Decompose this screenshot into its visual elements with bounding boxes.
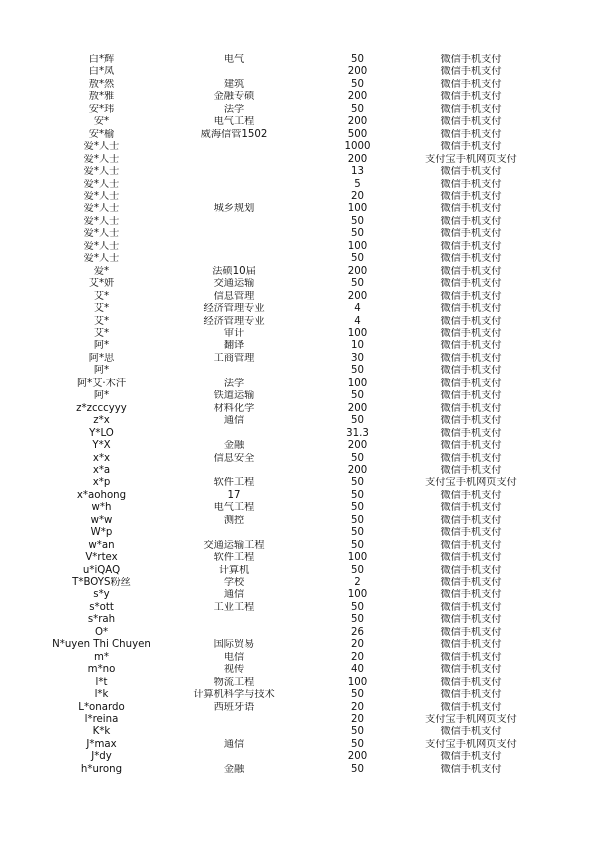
donor-name-cell: 安*玮 bbox=[88, 103, 115, 115]
table-row bbox=[48, 540, 540, 552]
table-row bbox=[48, 66, 540, 78]
table-row bbox=[48, 54, 540, 66]
payment-method-cell: 支付宝手机网页支付 bbox=[425, 153, 517, 165]
major-cell: 西班牙语 bbox=[213, 701, 255, 713]
payment-method-cell: 微信手机支付 bbox=[440, 390, 502, 402]
table-row bbox=[48, 278, 540, 290]
donor-name-cell: 敖*然 bbox=[88, 78, 115, 90]
payment-method-cell: 微信手机支付 bbox=[440, 763, 502, 775]
donor-name-cell: 爱*人士 bbox=[83, 141, 120, 153]
donor-name-cell: V*rtex bbox=[85, 552, 118, 564]
donor-name-cell: 爱*人士 bbox=[83, 178, 120, 190]
major-cell bbox=[155, 241, 313, 253]
major-cell: 威海信管1502 bbox=[200, 128, 268, 140]
major-cell: 电气工程 bbox=[213, 502, 255, 514]
table-row bbox=[48, 328, 540, 340]
donation-rows bbox=[48, 54, 540, 776]
table-row bbox=[48, 577, 540, 589]
major-cell bbox=[155, 228, 313, 240]
major-cell bbox=[155, 726, 313, 738]
major-cell: 铁道运输 bbox=[213, 390, 255, 402]
table-row bbox=[48, 477, 540, 489]
payment-method-cell: 微信手机支付 bbox=[440, 639, 502, 651]
payment-method-cell: 微信手机支付 bbox=[440, 327, 502, 339]
table-row bbox=[48, 764, 540, 776]
donor-name-cell: O* bbox=[94, 626, 109, 638]
table-row bbox=[48, 191, 540, 203]
table-row bbox=[48, 602, 540, 614]
payment-method-cell: 微信手机支付 bbox=[440, 290, 502, 302]
donor-name-cell: x*p bbox=[92, 477, 111, 489]
major-cell bbox=[155, 179, 313, 191]
amount-cell: 50 bbox=[351, 390, 364, 402]
major-cell: 计算机 bbox=[218, 564, 250, 576]
donor-name-cell: s*ott bbox=[89, 601, 114, 613]
amount-cell: 50 bbox=[351, 738, 364, 750]
major-cell bbox=[155, 614, 313, 626]
donor-name-cell: l*t bbox=[95, 676, 108, 688]
amount-cell: 50 bbox=[351, 54, 364, 65]
donor-name-cell: x*x bbox=[92, 452, 111, 464]
amount-cell: 200 bbox=[347, 751, 368, 763]
major-cell: 经济管理专业 bbox=[203, 315, 265, 327]
donor-name-cell: 艾* bbox=[93, 327, 110, 339]
table-row bbox=[48, 253, 540, 265]
donor-name-cell: 爱*人士 bbox=[83, 190, 120, 202]
donor-name-cell: 安* bbox=[93, 116, 110, 128]
donor-name-cell: N*uyen Thi Chuyen bbox=[52, 639, 151, 651]
major-cell: 工业工程 bbox=[213, 601, 255, 613]
amount-cell: 50 bbox=[351, 502, 364, 514]
donor-name-cell: w*h bbox=[91, 502, 112, 514]
amount-cell: 50 bbox=[351, 763, 364, 775]
amount-cell: 50 bbox=[351, 365, 364, 377]
table-row bbox=[48, 403, 540, 415]
amount-cell: 500 bbox=[347, 128, 368, 140]
payment-method-cell: 微信手机支付 bbox=[440, 215, 502, 227]
payment-method-cell: 微信手机支付 bbox=[440, 701, 502, 713]
major-cell: 建筑 bbox=[223, 78, 245, 90]
amount-cell: 100 bbox=[347, 327, 368, 339]
donor-name-cell: 爱*人士 bbox=[83, 215, 120, 227]
payment-method-cell: 微信手机支付 bbox=[440, 315, 502, 327]
payment-method-cell: 微信手机支付 bbox=[440, 278, 502, 290]
table-row bbox=[48, 702, 540, 714]
amount-cell: 20 bbox=[351, 714, 364, 726]
payment-method-cell: 微信手机支付 bbox=[440, 751, 502, 763]
donor-name-cell: s*y bbox=[93, 589, 110, 601]
donor-name-cell: 艾* bbox=[93, 315, 110, 327]
amount-cell: 200 bbox=[347, 265, 368, 277]
amount-cell: 200 bbox=[347, 464, 368, 476]
amount-cell: 50 bbox=[351, 103, 364, 115]
major-cell: 视传 bbox=[223, 664, 245, 676]
donor-name-cell: 爱*人士 bbox=[83, 240, 120, 252]
table-row bbox=[48, 91, 540, 103]
table-row bbox=[48, 203, 540, 215]
major-cell bbox=[155, 627, 313, 639]
amount-cell: 50 bbox=[351, 601, 364, 613]
table-row bbox=[48, 490, 540, 502]
payment-method-cell: 微信手机支付 bbox=[440, 190, 502, 202]
donor-name-cell: W*p bbox=[90, 527, 113, 539]
payment-method-cell: 微信手机支付 bbox=[440, 54, 502, 65]
donor-name-cell: Y*LO bbox=[89, 427, 114, 439]
table-row bbox=[48, 465, 540, 477]
table-row bbox=[48, 104, 540, 116]
table-row bbox=[48, 453, 540, 465]
amount-cell: 50 bbox=[351, 278, 364, 290]
table-row bbox=[48, 552, 540, 564]
table-row bbox=[48, 415, 540, 427]
donor-name-cell: z*zcccyyy bbox=[76, 402, 127, 414]
amount-cell: 20 bbox=[351, 639, 364, 651]
payment-method-cell: 微信手机支付 bbox=[440, 166, 502, 178]
amount-cell: 100 bbox=[347, 203, 368, 215]
payment-method-cell: 微信手机支付 bbox=[440, 651, 502, 663]
payment-method-cell: 微信手机支付 bbox=[440, 265, 502, 277]
major-cell: 信息管理 bbox=[213, 290, 255, 302]
donor-name-cell: 阿* bbox=[93, 365, 110, 377]
major-cell: 审计 bbox=[223, 327, 245, 339]
payment-method-cell: 微信手机支付 bbox=[440, 228, 502, 240]
table-row bbox=[48, 166, 540, 178]
major-cell bbox=[155, 714, 313, 726]
major-cell: 计算机科学与技术 bbox=[193, 689, 275, 701]
major-cell bbox=[155, 154, 313, 166]
payment-method-cell: 微信手机支付 bbox=[440, 91, 502, 103]
major-cell: 法学 bbox=[223, 103, 245, 115]
major-cell: 17 bbox=[227, 489, 241, 501]
table-row bbox=[48, 378, 540, 390]
payment-method-cell: 微信手机支付 bbox=[440, 676, 502, 688]
major-cell: 材料化学 bbox=[213, 402, 255, 414]
table-row bbox=[48, 116, 540, 128]
major-cell: 信息安全 bbox=[213, 452, 255, 464]
major-cell: 通信 bbox=[223, 589, 245, 601]
donor-name-cell: h*urong bbox=[80, 763, 123, 775]
amount-cell: 20 bbox=[351, 701, 364, 713]
amount-cell: 13 bbox=[351, 166, 364, 178]
table-row bbox=[48, 428, 540, 440]
donor-name-cell: l*k bbox=[94, 689, 109, 701]
amount-cell: 20 bbox=[351, 651, 364, 663]
amount-cell: 200 bbox=[347, 66, 368, 78]
donor-name-cell: 爱*人士 bbox=[83, 253, 120, 265]
major-cell: 工商管理 bbox=[213, 352, 255, 364]
payment-method-cell: 微信手机支付 bbox=[440, 103, 502, 115]
table-row bbox=[48, 179, 540, 191]
amount-cell: 4 bbox=[354, 315, 361, 327]
payment-method-cell: 微信手机支付 bbox=[440, 440, 502, 452]
major-cell: 物流工程 bbox=[213, 676, 255, 688]
major-cell bbox=[155, 191, 313, 203]
donor-name-cell: T*BOYS粉丝 bbox=[72, 577, 131, 589]
amount-cell: 50 bbox=[351, 726, 364, 738]
major-cell: 金融 bbox=[223, 440, 245, 452]
donor-name-cell: J*dy bbox=[91, 751, 112, 763]
donation-table bbox=[48, 54, 540, 776]
donor-name-cell: x*a bbox=[92, 464, 111, 476]
payment-method-cell: 微信手机支付 bbox=[440, 527, 502, 539]
amount-cell: 5 bbox=[354, 178, 361, 190]
amount-cell: 200 bbox=[347, 402, 368, 414]
amount-cell: 50 bbox=[351, 415, 364, 427]
amount-cell: 4 bbox=[354, 303, 361, 315]
payment-method-cell: 微信手机支付 bbox=[440, 377, 502, 389]
donor-name-cell: 阿* bbox=[93, 390, 110, 402]
table-row bbox=[48, 751, 540, 763]
major-cell: 通信 bbox=[223, 738, 245, 750]
amount-cell: 50 bbox=[351, 489, 364, 501]
payment-method-cell: 微信手机支付 bbox=[440, 116, 502, 128]
table-row bbox=[48, 714, 540, 726]
amount-cell: 50 bbox=[351, 78, 364, 90]
payment-method-cell: 微信手机支付 bbox=[440, 726, 502, 738]
donor-name-cell: 爱*人士 bbox=[83, 203, 120, 215]
payment-method-cell: 微信手机支付 bbox=[440, 128, 502, 140]
donor-name-cell: 安*榆 bbox=[88, 128, 115, 140]
donor-name-cell: Y*X bbox=[92, 440, 111, 452]
payment-method-cell: 支付宝手机网页支付 bbox=[425, 738, 517, 750]
donor-name-cell: L*onardo bbox=[78, 701, 125, 713]
amount-cell: 50 bbox=[351, 527, 364, 539]
donor-name-cell: s*rah bbox=[87, 614, 116, 626]
payment-method-cell: 微信手机支付 bbox=[440, 564, 502, 576]
donor-name-cell: 白*辉 bbox=[88, 54, 115, 65]
payment-method-cell: 微信手机支付 bbox=[440, 365, 502, 377]
amount-cell: 200 bbox=[347, 116, 368, 128]
major-cell: 城乡规划 bbox=[213, 203, 255, 215]
major-cell: 金融 bbox=[223, 763, 245, 775]
payment-method-cell: 微信手机支付 bbox=[440, 402, 502, 414]
donor-name-cell: m*no bbox=[87, 664, 116, 676]
table-row bbox=[48, 726, 540, 738]
table-row bbox=[48, 316, 540, 328]
table-row bbox=[48, 515, 540, 527]
payment-method-cell: 微信手机支付 bbox=[440, 178, 502, 190]
amount-cell: 200 bbox=[347, 440, 368, 452]
major-cell bbox=[155, 141, 313, 153]
payment-method-cell: 微信手机支付 bbox=[440, 552, 502, 564]
amount-cell: 50 bbox=[351, 564, 364, 576]
amount-cell: 31.3 bbox=[346, 427, 369, 439]
donor-name-cell: z*x bbox=[93, 415, 110, 427]
major-cell: 测控 bbox=[223, 514, 245, 526]
table-row bbox=[48, 365, 540, 377]
table-row bbox=[48, 627, 540, 639]
amount-cell: 50 bbox=[351, 539, 364, 551]
donor-name-cell: 敖*雅 bbox=[88, 91, 115, 103]
amount-cell: 1000 bbox=[344, 141, 371, 153]
table-row bbox=[48, 241, 540, 253]
table-row bbox=[48, 291, 540, 303]
donor-name-cell: 白*凤 bbox=[88, 66, 115, 78]
major-cell: 软件工程 bbox=[213, 477, 255, 489]
payment-method-cell: 微信手机支付 bbox=[440, 415, 502, 427]
amount-cell: 50 bbox=[351, 253, 364, 265]
major-cell bbox=[155, 66, 313, 78]
donor-name-cell: 阿*思 bbox=[88, 352, 115, 364]
payment-method-cell: 微信手机支付 bbox=[440, 340, 502, 352]
donor-name-cell: w*an bbox=[88, 539, 115, 551]
donor-name-cell: 艾*妍 bbox=[88, 278, 115, 290]
major-cell bbox=[155, 465, 313, 477]
amount-cell: 100 bbox=[347, 552, 368, 564]
major-cell: 电信 bbox=[223, 651, 245, 663]
amount-cell: 50 bbox=[351, 689, 364, 701]
payment-method-cell: 微信手机支付 bbox=[440, 66, 502, 78]
table-row bbox=[48, 340, 540, 352]
table-row bbox=[48, 141, 540, 153]
table-row bbox=[48, 689, 540, 701]
amount-cell: 100 bbox=[347, 589, 368, 601]
payment-method-cell: 微信手机支付 bbox=[440, 203, 502, 215]
payment-method-cell: 微信手机支付 bbox=[440, 427, 502, 439]
payment-method-cell: 微信手机支付 bbox=[440, 253, 502, 265]
payment-method-cell: 微信手机支付 bbox=[440, 514, 502, 526]
amount-cell: 200 bbox=[347, 91, 368, 103]
amount-cell: 26 bbox=[351, 626, 364, 638]
payment-method-cell: 微信手机支付 bbox=[440, 601, 502, 613]
donor-name-cell: 阿*艾·木汗 bbox=[76, 377, 127, 389]
amount-cell: 40 bbox=[351, 664, 364, 676]
payment-method-cell: 微信手机支付 bbox=[440, 303, 502, 315]
table-row bbox=[48, 589, 540, 601]
major-cell bbox=[155, 428, 313, 440]
major-cell bbox=[155, 751, 313, 763]
major-cell: 电气工程 bbox=[213, 116, 255, 128]
amount-cell: 100 bbox=[347, 676, 368, 688]
major-cell bbox=[155, 216, 313, 228]
amount-cell: 20 bbox=[351, 190, 364, 202]
donor-name-cell: J*max bbox=[86, 738, 117, 750]
major-cell bbox=[155, 365, 313, 377]
payment-method-cell: 微信手机支付 bbox=[440, 240, 502, 252]
payment-method-cell: 微信手机支付 bbox=[440, 689, 502, 701]
payment-method-cell: 微信手机支付 bbox=[440, 626, 502, 638]
payment-method-cell: 微信手机支付 bbox=[440, 141, 502, 153]
table-row bbox=[48, 614, 540, 626]
amount-cell: 50 bbox=[351, 614, 364, 626]
donor-name-cell: u*iQAQ bbox=[82, 564, 121, 576]
table-row bbox=[48, 565, 540, 577]
payment-method-cell: 微信手机支付 bbox=[440, 464, 502, 476]
table-row bbox=[48, 739, 540, 751]
major-cell: 法硕10届 bbox=[212, 265, 256, 277]
amount-cell: 50 bbox=[351, 452, 364, 464]
amount-cell: 30 bbox=[351, 352, 364, 364]
amount-cell: 10 bbox=[351, 340, 364, 352]
payment-method-cell: 微信手机支付 bbox=[440, 78, 502, 90]
major-cell: 交通运输工程 bbox=[203, 539, 265, 551]
donor-name-cell: 爱*人士 bbox=[83, 153, 120, 165]
amount-cell: 100 bbox=[347, 240, 368, 252]
payment-method-cell: 微信手机支付 bbox=[440, 577, 502, 589]
donor-name-cell: 艾* bbox=[93, 290, 110, 302]
table-row bbox=[48, 266, 540, 278]
major-cell: 国际贸易 bbox=[213, 639, 255, 651]
amount-cell: 200 bbox=[347, 153, 368, 165]
payment-method-cell: 微信手机支付 bbox=[440, 452, 502, 464]
table-row bbox=[48, 79, 540, 91]
amount-cell: 50 bbox=[351, 215, 364, 227]
major-cell bbox=[155, 527, 313, 539]
table-row bbox=[48, 228, 540, 240]
donor-name-cell: 艾* bbox=[93, 303, 110, 315]
donor-name-cell: 爱* bbox=[93, 265, 110, 277]
table-row bbox=[48, 303, 540, 315]
payment-method-cell: 支付宝手机网页支付 bbox=[425, 714, 517, 726]
major-cell: 通信 bbox=[223, 415, 245, 427]
table-row bbox=[48, 129, 540, 141]
table-row bbox=[48, 502, 540, 514]
major-cell: 交通运输 bbox=[213, 278, 255, 290]
table-row bbox=[48, 216, 540, 228]
payment-method-cell: 微信手机支付 bbox=[440, 502, 502, 514]
donor-name-cell: l*reina bbox=[84, 714, 119, 726]
donor-name-cell: x*aohong bbox=[76, 489, 127, 501]
donor-name-cell: 阿* bbox=[93, 340, 110, 352]
payment-method-cell: 微信手机支付 bbox=[440, 614, 502, 626]
table-row bbox=[48, 527, 540, 539]
table-row bbox=[48, 664, 540, 676]
table-row bbox=[48, 390, 540, 402]
donor-name-cell: 爱*人士 bbox=[83, 228, 120, 240]
major-cell bbox=[155, 166, 313, 178]
major-cell: 金融专硕 bbox=[213, 91, 255, 103]
payment-method-cell: 微信手机支付 bbox=[440, 352, 502, 364]
amount-cell: 50 bbox=[351, 514, 364, 526]
donor-name-cell: m* bbox=[93, 651, 110, 663]
major-cell: 软件工程 bbox=[213, 552, 255, 564]
amount-cell: 200 bbox=[347, 290, 368, 302]
donor-name-cell: w*w bbox=[90, 514, 113, 526]
payment-method-cell: 微信手机支付 bbox=[440, 489, 502, 501]
table-row bbox=[48, 639, 540, 651]
table-row bbox=[48, 652, 540, 664]
payment-method-cell: 微信手机支付 bbox=[440, 589, 502, 601]
payment-method-cell: 微信手机支付 bbox=[440, 664, 502, 676]
major-cell: 电气 bbox=[223, 54, 245, 65]
amount-cell: 50 bbox=[351, 477, 364, 489]
major-cell: 经济管理专业 bbox=[203, 303, 265, 315]
donor-name-cell: K*k bbox=[92, 726, 111, 738]
payment-method-cell: 微信手机支付 bbox=[440, 539, 502, 551]
major-cell: 法学 bbox=[223, 377, 245, 389]
major-cell bbox=[155, 253, 313, 265]
major-cell: 翻译 bbox=[223, 340, 245, 352]
amount-cell: 100 bbox=[347, 377, 368, 389]
donor-name-cell: 爱*人士 bbox=[83, 166, 120, 178]
major-cell: 学校 bbox=[223, 577, 245, 589]
amount-cell: 2 bbox=[354, 577, 361, 589]
table-row bbox=[48, 353, 540, 365]
table-row bbox=[48, 154, 540, 166]
table-row bbox=[48, 440, 540, 452]
payment-method-cell: 支付宝手机网页支付 bbox=[425, 477, 517, 489]
amount-cell: 50 bbox=[351, 228, 364, 240]
table-row bbox=[48, 677, 540, 689]
